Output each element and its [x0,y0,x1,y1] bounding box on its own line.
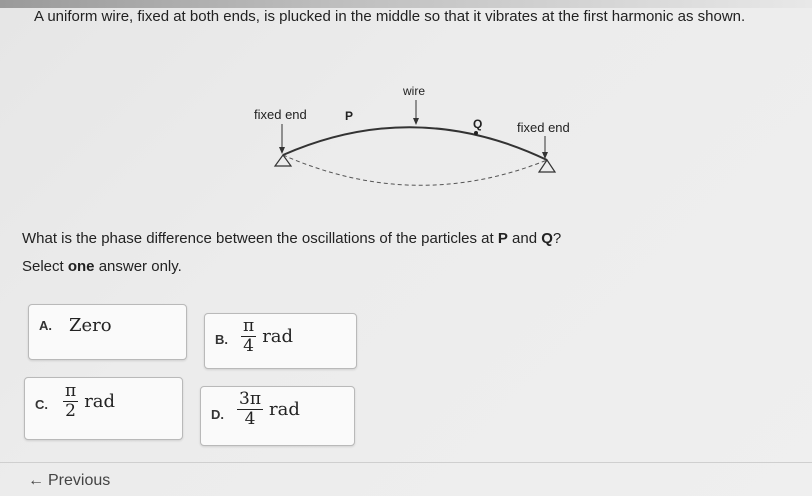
question-text: A uniform wire, fixed at both ends, is plucked in the middle so that it vibrates at the first harmonic as shown. [34,8,746,25]
prompt-point-p: P [497,230,508,247]
option-c-fraction: $\frac{\pi}{2}$ [65,381,77,421]
option-b-letter: B. [215,332,228,347]
option-a-button[interactable] [28,304,187,360]
page-top-strip [0,0,812,8]
previous-button[interactable] [28,472,110,490]
option-d-value [237,390,300,429]
option-d-unit: rad [269,399,300,420]
option-a-letter: A. [39,318,52,333]
option-b-button[interactable] [204,313,357,369]
option-b-unit: rad [262,326,294,347]
option-b-fraction: $\frac{\pi}{4}$ [243,316,255,356]
arrow-left-icon: ← [28,472,44,489]
footer-divider [0,462,812,463]
label-q: Q [473,117,483,131]
option-c-unit: rad [84,391,116,412]
left-support-icon [275,155,291,166]
standing-wave-diagram [240,76,590,191]
option-d-button[interactable] [200,386,355,446]
wire-dashed-curve [283,155,547,185]
answer-instruction: Select one answer only. [22,258,182,275]
option-d-letter: D. [211,407,224,422]
previous-label: Previous [48,472,111,489]
option-c-letter: C. [35,397,48,412]
label-fixed-right: fixed end [517,120,570,135]
option-c-button[interactable] [24,377,183,440]
question-prompt: What is the phase difference between the oscillations of the particles at P and Q? [22,230,562,247]
label-p: P [345,109,354,123]
point-q-marker [474,131,478,135]
option-d-fraction: $\frac{3\pi}{4}$ [239,389,261,429]
label-wire: wire [403,84,426,98]
label-fixed-left: fixed end [254,107,307,122]
option-c-value [63,382,115,421]
prompt-point-q: Q [541,230,553,247]
option-a-text: Zero [69,315,112,336]
option-b-value [241,317,293,356]
right-support-icon [539,160,555,172]
wire-solid-curve [283,127,547,160]
